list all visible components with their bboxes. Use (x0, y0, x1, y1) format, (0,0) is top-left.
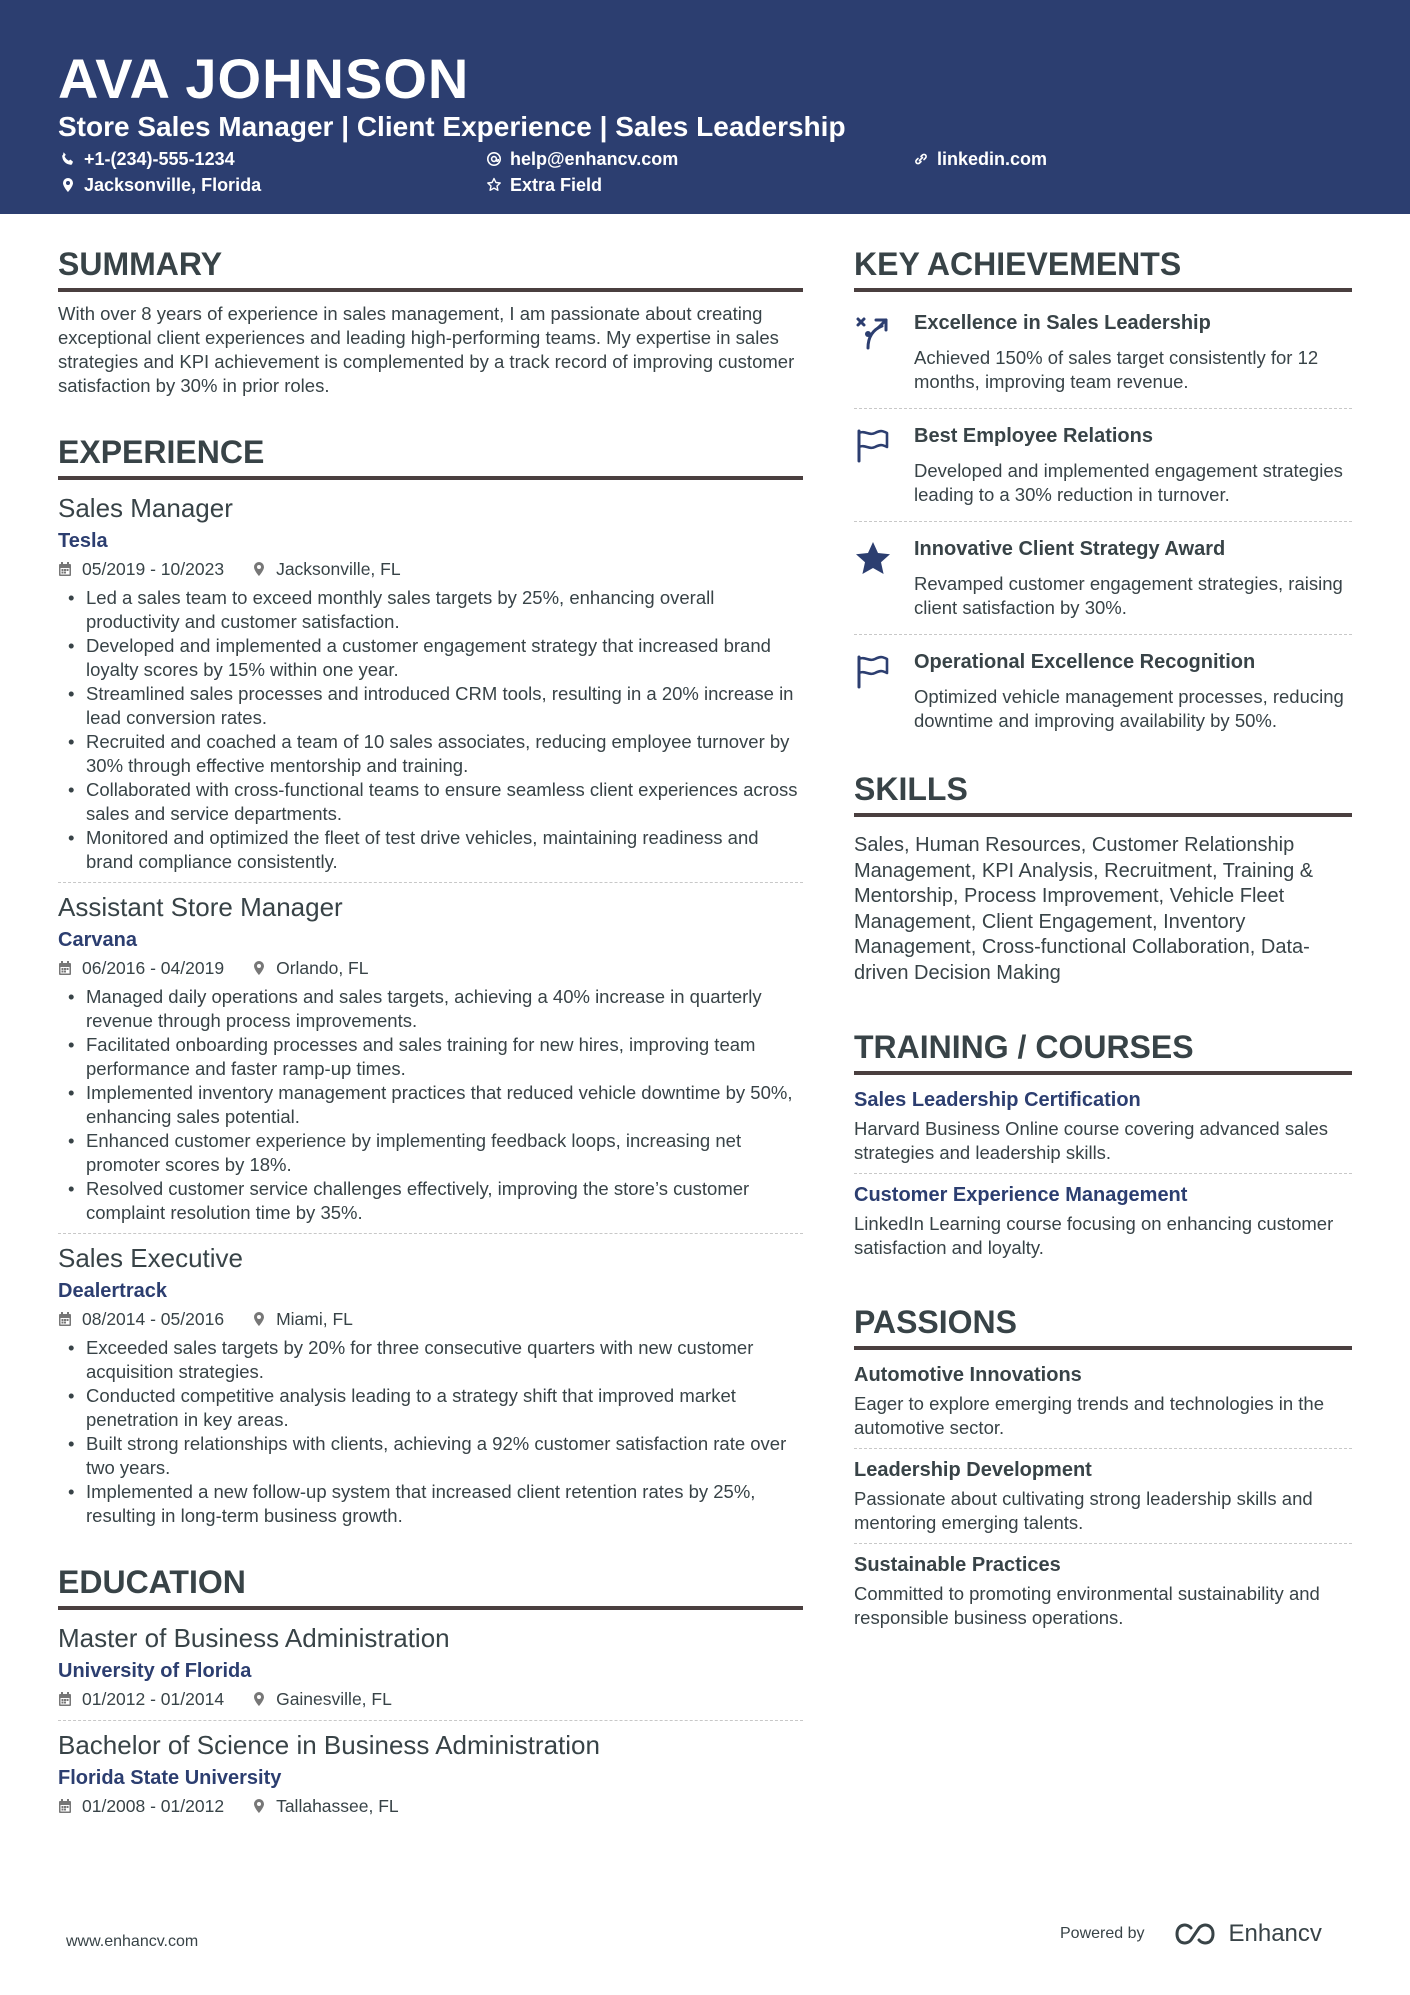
bullet-item: • Streamlined sales processes and introduced CRM tools, resulting in a 20% increase in lead conversion rates. (58, 682, 803, 730)
linkedin-text: linkedin.com (937, 149, 1048, 169)
achievement-item (854, 415, 1352, 515)
achievement-item (854, 641, 1352, 741)
enhancv-logo-icon (1171, 1920, 1219, 1948)
passion-title: Sustainable Practices (854, 1553, 1061, 1576)
education-entry (58, 1727, 803, 1821)
achievement-desc: Optimized vehicle management processes, reducing downtime and improving availability by 50%. (914, 686, 1344, 731)
bullet-item: • Conducted competitive analysis leading to a strategy shift that improved market penetration in key areas. (58, 1384, 803, 1432)
job-meta (58, 955, 803, 981)
contact-location (60, 174, 261, 196)
bullet-item: • Implemented inventory management practices that reduced vehicle downtime by 50%, enhancing sales potential. (58, 1081, 803, 1129)
email-text: help@enhancv.com (510, 149, 679, 169)
job-dates: 08/2014 - 05/2016 (82, 1309, 225, 1329)
passion-title: Leadership Development (854, 1458, 1092, 1481)
contact-email[interactable] (486, 148, 678, 170)
job-meta (58, 1306, 803, 1332)
education-meta (58, 1793, 803, 1819)
location-pin-icon (252, 561, 266, 577)
calendar-icon (58, 960, 72, 976)
location-pin-icon (252, 1798, 266, 1814)
bullet-item: • Collaborated with cross-functional teams to ensure seamless client experiences across sales and service departments. (58, 778, 803, 826)
star-icon (854, 540, 892, 578)
bullet-item: • Developed and implemented a customer engagement strategy that increased brand loyalty scores by 15% within one year. (58, 634, 803, 682)
education-entry (58, 1620, 803, 1714)
divider (854, 634, 1352, 635)
school-name: Florida State University (58, 1767, 282, 1789)
passion-item (854, 1360, 1352, 1442)
degree-title: Bachelor of Science in Business Administration (58, 1730, 600, 1760)
company-name: Carvana (58, 929, 137, 951)
job-dates: 06/2016 - 04/2019 (82, 958, 225, 978)
education-location (252, 1686, 392, 1712)
calendar-icon (58, 1311, 72, 1327)
education-location-text: Gainesville, FL (276, 1689, 392, 1709)
experience-entry (58, 490, 803, 876)
candidate-subtitle: Store Sales Manager | Client Experience | Sales Leadership (58, 111, 846, 142)
achievement-item (854, 528, 1352, 628)
passion-desc: Passionate about cultivating strong leadership skills and mentoring emerging talents. (854, 1487, 1313, 1533)
course-title: Customer Experience Management (854, 1183, 1188, 1206)
achievement-title: Innovative Client Strategy Award (914, 538, 1226, 560)
brand-name: Enhancv (1228, 1920, 1322, 1947)
right-column (854, 240, 1352, 1632)
job-bullets (58, 1336, 803, 1528)
calendar-icon (58, 1691, 72, 1707)
bullet-item: • Resolved customer service challenges effectively, improving the store’s customer complaint resolution time by 35%. (58, 1177, 803, 1225)
divider (854, 408, 1352, 409)
calendar-icon (58, 1798, 72, 1814)
divider (854, 1448, 1352, 1449)
job-meta (58, 556, 803, 582)
achievement-desc: Developed and implemented engagement strategies leading to a 30% reduction in turnover. (914, 460, 1343, 505)
course-title: Sales Leadership Certification (854, 1088, 1141, 1111)
candidate-name: AVA JOHNSON (58, 47, 470, 110)
flag-icon (854, 653, 892, 691)
footer-branding[interactable] (1060, 1920, 1322, 1948)
education-dates: 01/2008 - 01/2012 (82, 1796, 225, 1816)
passion-desc: Committed to promoting environmental sustainability and responsible business operations. (854, 1582, 1320, 1628)
job-title: Sales Manager (58, 493, 233, 523)
job-location-text: Jacksonville, FL (276, 559, 401, 579)
course-item (854, 1180, 1352, 1262)
education-location (252, 1793, 399, 1819)
job-bullets (58, 586, 803, 874)
company-name: Tesla (58, 530, 108, 552)
divider (58, 882, 803, 883)
job-location (252, 955, 368, 981)
at-icon (486, 151, 502, 167)
achievement-desc: Achieved 150% of sales target consistently for 12 months, improving team revenue. (914, 347, 1319, 392)
passion-item (854, 1550, 1352, 1632)
bullet-item: • Exceeded sales targets by 20% for three consecutive quarters with new customer acquisition strategies. (58, 1336, 803, 1384)
footer-website[interactable]: www.enhancv.com (66, 1933, 199, 1950)
powered-by-text: Powered by (1060, 1925, 1145, 1942)
extra-text: Extra Field (510, 175, 603, 195)
achievement-desc: Revamped customer engagement strategies, raising client satisfaction by 30%. (914, 573, 1343, 618)
experience-entry (58, 1240, 803, 1530)
job-title: Sales Executive (58, 1243, 243, 1273)
brand-logo (1171, 1920, 1322, 1948)
passion-desc: Eager to explore emerging trends and technologies in the automotive sector. (854, 1392, 1324, 1438)
bullet-item: • Led a sales team to exceed monthly sales targets by 25%, enhancing overall productivity and customer satisfaction. (58, 586, 803, 634)
experience-heading: EXPERIENCE (58, 428, 803, 480)
education-meta (58, 1686, 803, 1712)
degree-title: Master of Business Administration (58, 1623, 450, 1653)
contact-extra (486, 174, 602, 196)
calendar-icon (58, 561, 72, 577)
bullet-item: • Facilitated onboarding processes and sales training for new hires, improving team performance and faster ramp-up times. (58, 1033, 803, 1081)
header (0, 0, 1410, 214)
summary-text: With over 8 years of experience in sales management, I am passionate about creating exceptional client experiences and leading high-performing teams. My expertise in sales strategies and KPI achievement is complemented by a track record of improving customer satisfaction by 30% in prior roles. (58, 303, 795, 396)
location-pin-icon (252, 1311, 266, 1327)
course-item (854, 1085, 1352, 1167)
achievement-title: Excellence in Sales Leadership (914, 312, 1211, 334)
training-heading: TRAINING / COURSES (854, 1023, 1352, 1075)
star-outline-icon (486, 177, 502, 193)
contact-linkedin[interactable] (913, 148, 1047, 170)
job-location-text: Miami, FL (276, 1309, 353, 1329)
course-desc: LinkedIn Learning course focusing on enhancing customer satisfaction and loyalty. (854, 1212, 1334, 1258)
education-location-text: Tallahassee, FL (276, 1796, 399, 1816)
education-dates: 01/2012 - 01/2014 (82, 1689, 225, 1709)
contact-phone[interactable] (60, 148, 235, 170)
location-pin-icon (252, 960, 266, 976)
school-name: University of Florida (58, 1660, 252, 1682)
achievement-title: Best Employee Relations (914, 425, 1153, 447)
experience-entry (58, 889, 803, 1227)
bullet-item: • Monitored and optimized the fleet of test drive vehicles, maintaining readiness and brand compliance consistently. (58, 826, 803, 874)
company-name: Dealertrack (58, 1280, 167, 1302)
divider (854, 1173, 1352, 1174)
location-pin-icon (252, 1691, 266, 1707)
divider (58, 1233, 803, 1234)
bullet-item: • Built strong relationships with clients, achieving a 92% customer satisfaction rate over two years. (58, 1432, 803, 1480)
bullet-item: • Implemented a new follow-up system that increased client retention rates by 25%, resulting in long-term business growth. (58, 1480, 803, 1528)
job-dates: 05/2019 - 10/2023 (82, 559, 225, 579)
bullet-item: • Enhanced customer experience by implementing feedback loops, increasing net promoter scores by 18%. (58, 1129, 803, 1177)
course-desc: Harvard Business Online course covering advanced sales strategies and leadership skills. (854, 1117, 1329, 1163)
job-bullets (58, 985, 803, 1225)
link-icon (913, 151, 929, 167)
job-title: Assistant Store Manager (58, 892, 343, 922)
job-location-text: Orlando, FL (276, 958, 369, 978)
job-location (252, 556, 401, 582)
skills-text: Sales, Human Resources, Customer Relationship Management, KPI Analysis, Recruitment, Training & Mentorship, Process Improvement, Vehicle Fleet Management, Client Engagement, Inventory Management, Cross-functional Collaboration, Data-driven Decision Making (854, 834, 1314, 984)
achievement-title: Operational Excellence Recognition (914, 651, 1256, 673)
job-location (252, 1306, 353, 1332)
bullet-item: • Managed daily operations and sales targets, achieving a 40% increase in quarterly revenue through process improvements. (58, 985, 803, 1033)
flag-icon (854, 427, 892, 465)
location-text: Jacksonville, Florida (84, 175, 262, 195)
passion-item (854, 1455, 1352, 1537)
phone-text: +1-(234)-555-1234 (84, 149, 235, 169)
skills-heading: SKILLS (854, 765, 1352, 817)
divider (854, 1543, 1352, 1544)
passions-heading: PASSIONS (854, 1298, 1352, 1350)
bullet-item: • Recruited and coached a team of 10 sales associates, reducing employee turnover by 30% through effective mentorship and training. (58, 730, 803, 778)
summary-heading: SUMMARY (58, 240, 803, 292)
achievements-heading: KEY ACHIEVEMENTS (854, 240, 1352, 292)
strategy-icon (854, 314, 892, 352)
divider (58, 1720, 803, 1721)
phone-icon (60, 151, 76, 167)
divider (854, 521, 1352, 522)
location-pin-icon (60, 177, 76, 193)
passion-title: Automotive Innovations (854, 1363, 1082, 1386)
left-column (58, 240, 803, 1821)
achievement-item (854, 302, 1352, 402)
education-heading: EDUCATION (58, 1558, 803, 1610)
